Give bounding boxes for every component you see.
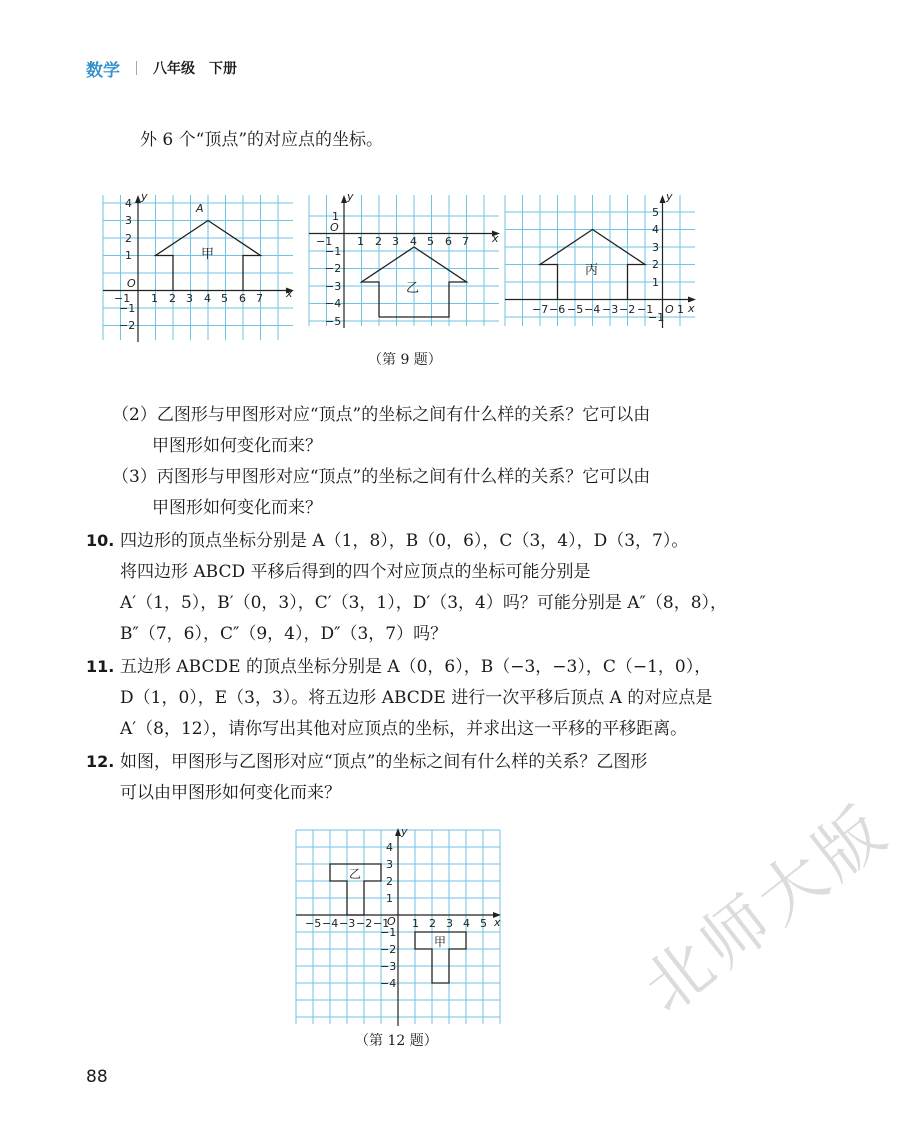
yi-y-tick: −2	[325, 262, 342, 275]
q10-line: 四边形的顶点坐标分别是 A（1，8），B（0，6），C（3，4），D（3，7）。	[120, 531, 689, 551]
fig12-x-tick: 4	[463, 917, 470, 930]
yi-y-tick: −4	[325, 297, 342, 310]
fig12-x-tick: 2	[429, 917, 436, 930]
figure9-caption: （第 9 题）	[368, 352, 442, 368]
bing-x-tick: −7	[532, 303, 549, 316]
jia-x-tick: 6	[239, 292, 246, 305]
fig12-y-tick: 1	[386, 892, 393, 905]
fig12-x-tick: −4	[322, 917, 339, 930]
yi-y-tick: 1	[332, 210, 339, 223]
publisher-watermark: 北师大版	[629, 789, 904, 1028]
jia-y-tick: −1	[119, 302, 136, 315]
figure9-yi-graph	[306, 192, 506, 330]
jia-y-tick: 1	[125, 249, 132, 262]
yi-x-tick: 5	[427, 235, 434, 248]
bing-y-tick: 4	[652, 223, 659, 236]
yi-y-tick: −1	[325, 245, 342, 258]
q11-line: A′（8，12），请你写出其他对应顶点的坐标，并求出这一平移的平移距离。	[120, 719, 688, 739]
yi-y-tick: −5	[325, 315, 342, 328]
q11-number: 11.	[86, 657, 115, 676]
fig12-origin-label: O	[387, 915, 396, 928]
yi-x-tick: 6	[445, 235, 452, 248]
fig12-y-tick: −1	[380, 926, 397, 939]
jia-x-tick: 4	[204, 292, 211, 305]
bing-x-tick: −2	[619, 303, 636, 316]
q9-2-line2: 甲图形如何变化而来？	[152, 436, 322, 456]
jia-y-tick: 4	[125, 197, 132, 210]
yi-label: 乙	[349, 867, 362, 881]
jia-x-tick: 3	[186, 292, 193, 305]
figure9-bing-graph	[502, 192, 702, 332]
grade-label: 八年级	[153, 61, 195, 77]
fig12-x-tick: −2	[356, 917, 373, 930]
fig12-x-tick: −1	[373, 917, 390, 930]
figure12-caption: （第 12 题）	[355, 1033, 438, 1049]
q12-line: 如图，甲图形与乙图形对应“顶点”的坐标之间有什么样的关系？乙图形	[120, 752, 648, 772]
q9-2-text: 乙图形与甲图形对应“顶点”的坐标之间有什么样的关系？它可以由	[156, 405, 651, 425]
jia-x-axis-label: x	[286, 287, 293, 300]
bing-x-tick: −1	[637, 303, 654, 316]
bing-x-tick: 1	[677, 303, 684, 316]
volume-label: 下册	[209, 61, 237, 77]
q11-line: D（1，0），E（3，3）。将五边形 ABCDE 进行一次平移后顶点 A 的对应点是	[120, 688, 713, 708]
subject-title: 数学	[86, 60, 120, 81]
jia-vertex-label: A	[196, 202, 204, 215]
yi-x-tick: 3	[392, 235, 399, 248]
q9-3-number: （3）	[112, 467, 157, 487]
yi-x-axis-label: x	[492, 232, 499, 245]
q11-line: 五边形 ABCDE 的顶点坐标分别是 A（0，6），B（−3，−3），C（−1，0），	[120, 657, 712, 677]
q9-2-number: （2）	[112, 405, 157, 425]
jia-y-tick: −2	[119, 319, 136, 332]
yi-x-tick: 2	[375, 235, 382, 248]
yi-y-axis-label: y	[347, 190, 354, 203]
bing-y-tick: −1	[648, 311, 665, 324]
bing-x-tick: −4	[584, 303, 601, 316]
fig12-x-axis-label: x	[494, 916, 501, 929]
fig12-x-tick: −3	[339, 917, 356, 930]
yi-x-tick: 7	[462, 235, 469, 248]
q10-number: 10.	[86, 531, 115, 550]
q10-line: B″（7，6），C″（9，4），D″（3，7）吗？	[120, 624, 448, 644]
q9-2-line1	[112, 403, 650, 427]
figure9-jia-graph	[100, 192, 300, 344]
fig12-y-tick: −3	[380, 960, 397, 973]
fig12-y-tick: 2	[386, 875, 393, 888]
bing-y-tick: 5	[652, 206, 659, 219]
fig12-y-tick: −2	[380, 943, 397, 956]
fig12-x-tick: −5	[305, 917, 322, 930]
bing-y-tick: 3	[652, 241, 659, 254]
bing-x-tick: −6	[549, 303, 566, 316]
q12-line: 可以由甲图形如何变化而来？	[120, 783, 341, 803]
q9-3-line2: 甲图形如何变化而来？	[152, 498, 322, 518]
fig12-x-tick: 1	[412, 917, 419, 930]
bing-y-axis-label: y	[666, 190, 673, 203]
jia-x-tick: −1	[114, 292, 131, 305]
yi-y-tick: −3	[325, 280, 342, 293]
jia-label: 甲	[434, 935, 447, 949]
jia-x-tick: 7	[256, 292, 263, 305]
bing-y-tick: 2	[652, 258, 659, 271]
intro-line: 外 6 个“顶点”的对应点的坐标。	[140, 130, 384, 150]
bing-x-tick: −5	[567, 303, 584, 316]
jia-x-tick: 5	[221, 292, 228, 305]
yi-x-tick: 1	[357, 235, 364, 248]
yi-shape-label: 乙	[406, 281, 420, 296]
bing-x-axis-label: x	[688, 302, 695, 315]
jia-y-axis-label: y	[141, 190, 148, 203]
bing-y-tick: 1	[652, 276, 659, 289]
q10-line: 将四边形 ABCD 平移后得到的四个对应顶点的坐标可能分别是	[120, 562, 591, 582]
fig12-x-tick: 5	[480, 917, 487, 930]
bing-x-tick: −3	[602, 303, 619, 316]
jia-x-tick: 1	[151, 292, 158, 305]
fig12-y-tick: −4	[380, 977, 397, 990]
yi-origin-label: O	[330, 221, 339, 234]
fig12-y-tick: 3	[386, 858, 393, 871]
fig12-y-tick: 4	[386, 841, 393, 854]
yi-x-tick: 4	[410, 235, 417, 248]
jia-y-tick: 2	[125, 232, 132, 245]
page-header	[86, 55, 237, 81]
q9-3-line1	[112, 465, 650, 489]
q9-3-text: 丙图形与甲图形对应“顶点”的坐标之间有什么样的关系？它可以由	[156, 467, 651, 487]
jia-x-tick: 2	[169, 292, 176, 305]
q12-number: 12.	[86, 752, 115, 771]
fig12-x-tick: 3	[446, 917, 453, 930]
fig12-y-axis-label: y	[401, 825, 408, 838]
header-divider	[136, 61, 137, 75]
page-number: 88	[86, 1067, 108, 1087]
jia-y-tick: 3	[125, 214, 132, 227]
figure12-graph	[293, 826, 505, 1028]
bing-shape-label: 丙	[585, 263, 599, 278]
bing-origin-label: O	[665, 303, 674, 316]
yi-x-tick: −1	[316, 235, 333, 248]
jia-shape-label: 甲	[201, 247, 215, 262]
jia-origin-label: O	[127, 277, 136, 290]
q10-line: A′（1，5），B′（0，3），C′（3，1），D′（3，4）吗？可能分别是 A″（8，8），	[120, 593, 728, 613]
